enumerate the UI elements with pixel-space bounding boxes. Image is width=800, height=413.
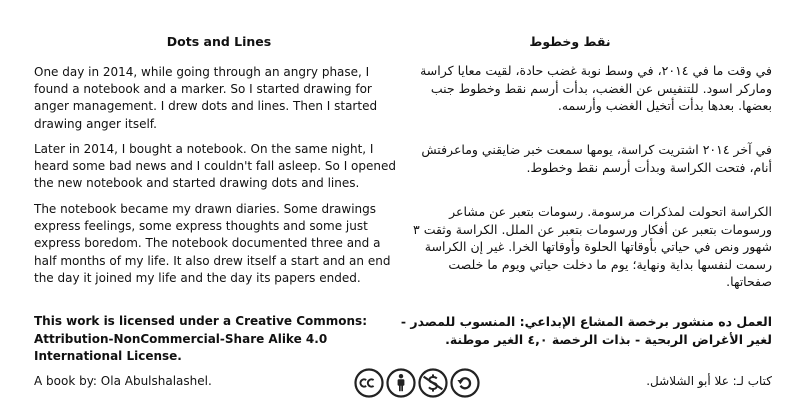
noncommercial-icon xyxy=(418,368,448,398)
arabic-title: نقط وخطوط xyxy=(529,34,611,49)
cc-license-badges xyxy=(354,368,480,398)
english-author-credit: A book by: Ola Abulshalashel. xyxy=(34,374,212,388)
sharealike-icon xyxy=(450,368,480,398)
english-license-notice: This work is licensed under a Creative Commons: Attribution-NonCommercial-Share Alike 4.0 International License. xyxy=(34,314,367,363)
english-title: Dots and Lines xyxy=(166,34,272,49)
english-paragraph-2: Later in 2014, I bought a notebook. On the same night, I heard some bad news and I couldn't fall asleep. So I opened the new notebook and started drawing dots and lines. xyxy=(34,142,396,191)
arabic-license-notice: العمل ده منشور برخصة المشاع الإبداعي: المنسوب للمصدر - لغير الأغراض الربحية - بذات الرخصة ٤,٠ الغير موطنة. xyxy=(400,314,772,347)
arabic-paragraph-1: في وقت ما في ٢٠١٤، في وسط نوبة غضب حادة، لقيت معايا كراسة وماركر اسود. للتنفيس عن الغضب، بدأت أرسم نقط وخطوط جنب بعضها. بعدها بدأت أتخيل الغضب وأرسمه. xyxy=(420,63,772,113)
cc-icon xyxy=(354,368,384,398)
english-paragraph-3: The notebook became my drawn diaries. Some drawings express feelings, some express thoughts and some just express boredom. The notebook documented three and a half months of my life. It also drew itself a start and an end the day it joined my life and the day its papers ended. xyxy=(34,202,391,285)
english-paragraph-1: One day in 2014, while going through an angry phase, I found a notebook and a marker. So I started drawing for anger management. I drew dots and lines. Then I started drawing anger itself. xyxy=(34,65,378,131)
arabic-paragraph-2: في آخر ٢٠١٤ اشتريت كراسة، يومها سمعت خبر ضايقني وماعرفتش أنام، فتحت الكراسة وبدأت أرسم نقط وخطوط. xyxy=(421,142,772,175)
arabic-paragraph-3: الكراسة اتحولت لمذكرات مرسومة. رسومات بتعبر عن مشاعر ورسومات بتعبر عن أفكار ورسومات بتعبر عن الملل. الكراسة وثقت ٣ شهور ونص في حياتي بأوقاتها الحلوة وأوقاتها الخرا. غير إن الكراسة رسمت لنفسها بداية ونهاية؛ يوم ما دخلت حياتي ويوم ما خلصت صفحاتها. xyxy=(413,204,772,289)
attribution-icon xyxy=(386,368,416,398)
arabic-author-credit: كتاب لـ: علا أبو الشلاشل. xyxy=(646,374,772,388)
